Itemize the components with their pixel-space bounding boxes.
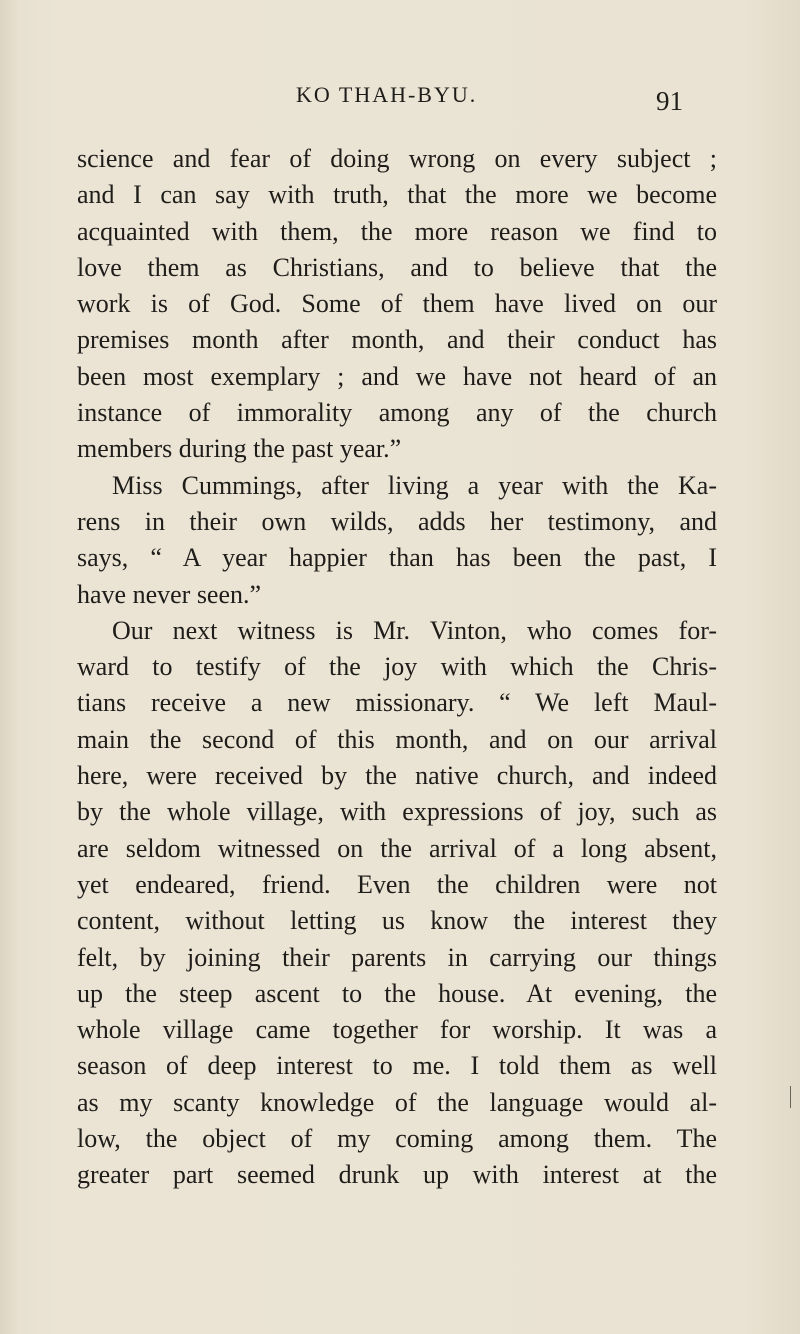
text-line: members during the past year.” [77, 434, 402, 464]
text-line: Our next witness is Mr. Vinton, who comes for- [112, 615, 717, 645]
text-line: felt, by joining their parents in carrying our things [77, 942, 717, 972]
text-line: yet endeared, friend. Even the children were not [77, 869, 717, 899]
text-line: content, without letting us know the interest they [77, 906, 717, 936]
text-line: ward to testify of the joy with which the Chris- [77, 652, 717, 682]
text-line: acquainted with them, the more reason we find to [77, 216, 717, 246]
text-line: love them as Christians, and to believe that the [77, 252, 717, 282]
text-line: by the whole village, with expressions of joy, such as [77, 797, 717, 827]
text-line: main the second of this month, and on our arrival [77, 724, 717, 754]
text-line: low, the object of my coming among them. The [77, 1124, 717, 1154]
text-line: instance of immorality among any of the church [77, 398, 717, 428]
text-line: says, “ A year happier than has been the past, I [77, 543, 717, 573]
text-line: season of deep interest to me. I told them as well [77, 1051, 717, 1081]
text-line: as my scanty knowledge of the language would al- [77, 1087, 717, 1117]
page-header [0, 82, 800, 122]
text-line: and I can say with truth, that the more we become [77, 180, 717, 210]
text-line: tians receive a new missionary. “ We left Maul- [77, 688, 717, 718]
text-line: up the steep ascent to the house. At evening, the [77, 978, 717, 1008]
running-head: KO THAH-BYU. [296, 82, 478, 107]
body-text [77, 141, 717, 1194]
text-line: rens in their own wilds, adds her testimony, and [77, 506, 717, 536]
text-line: Miss Cummings, after living a year with the Ka- [112, 470, 717, 500]
text-line: greater part seemed drunk up with interest at the [77, 1160, 717, 1190]
text-line: here, were received by the native church, and indeed [77, 761, 717, 791]
text-line: whole village came together for worship. It was a [77, 1015, 717, 1045]
text-line: are seldom witnessed on the arrival of a long absent, [77, 833, 717, 863]
text-line: have never seen.” [77, 579, 262, 609]
text-line: work is of God. Some of them have lived on our [77, 289, 717, 319]
text-line: premises month after month, and their conduct has [77, 325, 717, 355]
text-line: science and fear of doing wrong on every subject ; [77, 144, 717, 173]
text-line: been most exemplary ; and we have not heard of an [77, 361, 717, 391]
margin-mark [790, 1086, 791, 1108]
page-number: 91 [656, 86, 683, 116]
